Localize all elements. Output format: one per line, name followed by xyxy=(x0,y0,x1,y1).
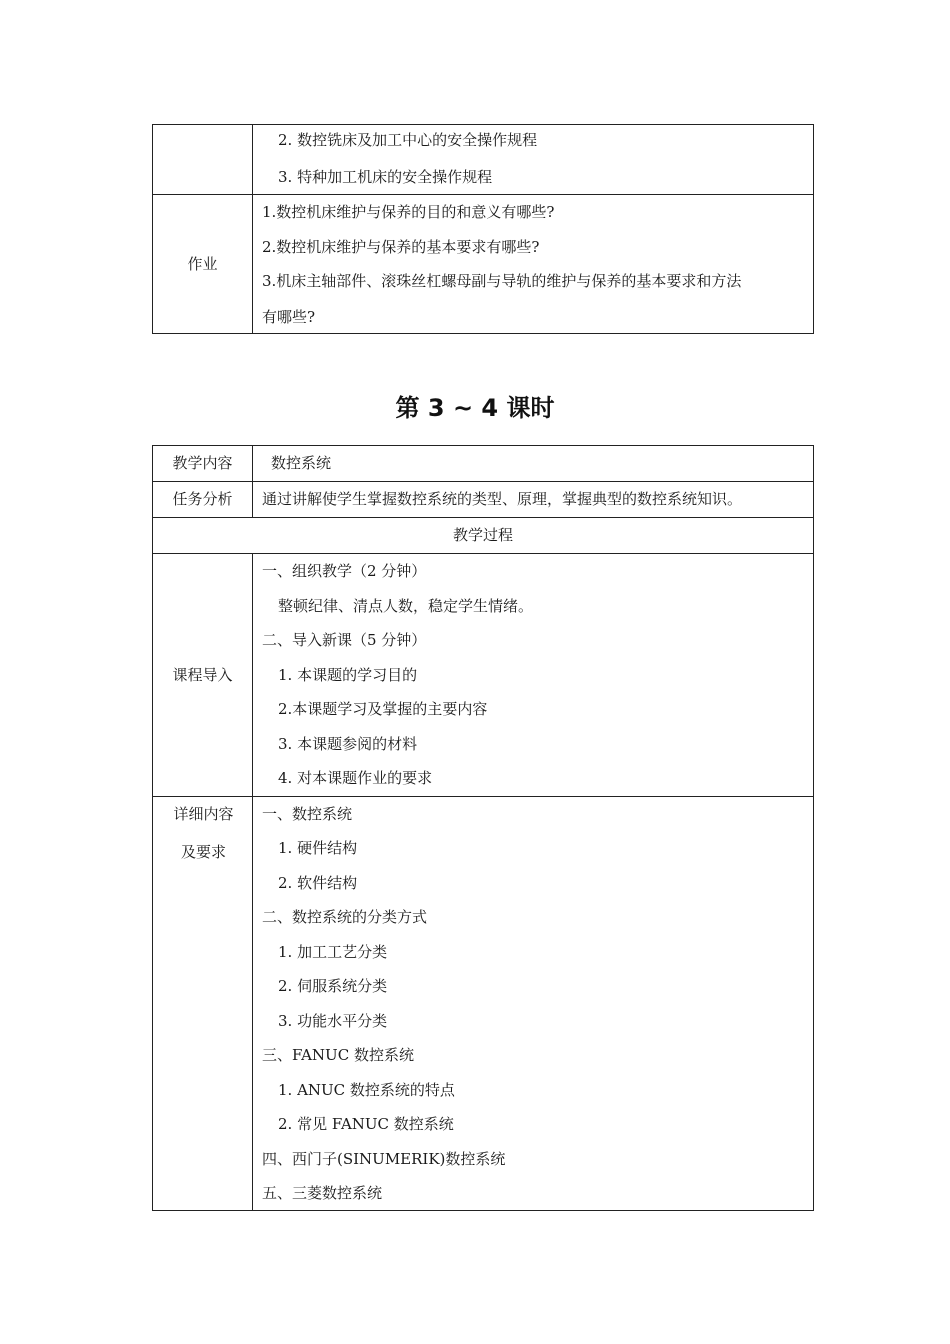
lesson-plan-table xyxy=(152,445,814,1211)
detail-item: 2. 软件结构 xyxy=(278,873,358,892)
intro-cell xyxy=(253,554,814,797)
homework-question: 2.数控机床维护与保养的基本要求有哪些? xyxy=(262,237,540,256)
homework-question: 有哪些? xyxy=(262,307,316,326)
detail-item: 1. 加工工艺分类 xyxy=(278,942,388,961)
procedure-list-cell xyxy=(253,125,814,195)
homework-label: 作业 xyxy=(153,195,253,334)
intro-item: 二、导入新课（5 分钟） xyxy=(262,631,427,649)
intro-item: 一、组织教学（2 分钟） xyxy=(262,562,427,580)
homework-question: 1.数控机床维护与保养的目的和意义有哪些? xyxy=(262,203,555,221)
list-item: 3. 特种加工机床的安全操作规程 xyxy=(278,168,493,186)
intro-label: 课程导入 xyxy=(153,554,253,797)
detail-cell xyxy=(253,796,814,1211)
detail-item: 五、三菱数控系统 xyxy=(262,1184,383,1202)
detail-item: 四、西门子(SINUMERIK)数控系统 xyxy=(262,1149,506,1168)
content-value: 数控系统 xyxy=(253,446,814,482)
task-label: 任务分析 xyxy=(153,482,253,518)
intro-item: 2.本课题学习及掌握的主要内容 xyxy=(278,700,488,718)
detail-label xyxy=(153,796,253,1211)
intro-item: 1. 本课题的学习目的 xyxy=(278,665,418,684)
detail-label-line: 及要求 xyxy=(180,843,226,861)
homework-table xyxy=(152,124,814,334)
task-value: 通过讲解使学生掌握数控系统的类型、原理，掌握典型的数控系统知识。 xyxy=(253,482,814,518)
detail-item: 3. 功能水平分类 xyxy=(278,1011,388,1030)
detail-item: 1. 硬件结构 xyxy=(278,839,358,857)
homework-cell xyxy=(253,195,814,334)
detail-item: 二、数控系统的分类方式 xyxy=(262,908,428,926)
homework-question: 3.机床主轴部件、滚珠丝杠螺母副与导轨的维护与保养的基本要求和方法 xyxy=(262,272,742,290)
list-item: 2. 数控铣床及加工中心的安全操作规程 xyxy=(278,131,538,149)
detail-item: 2. 常见 FANUC 数控系统 xyxy=(278,1115,454,1133)
process-header: 教学过程 xyxy=(153,518,814,554)
detail-item: 2. 伺服系统分类 xyxy=(278,977,388,995)
lesson-heading: 第 3 ~ 4 课时 xyxy=(395,394,555,422)
detail-item: 1. ANUC 数控系统的特点 xyxy=(278,1080,455,1099)
intro-item: 整顿纪律、清点人数，稳定学生情绪。 xyxy=(278,596,534,615)
empty-label-cell xyxy=(153,125,253,195)
intro-item: 4. 对本课题作业的要求 xyxy=(278,769,433,787)
intro-item: 3. 本课题参阅的材料 xyxy=(278,734,418,753)
detail-item: 一、数控系统 xyxy=(262,804,353,823)
content-label: 教学内容 xyxy=(153,446,253,482)
detail-label-line: 详细内容 xyxy=(173,804,234,823)
detail-item: 三、FANUC 数控系统 xyxy=(262,1046,414,1064)
